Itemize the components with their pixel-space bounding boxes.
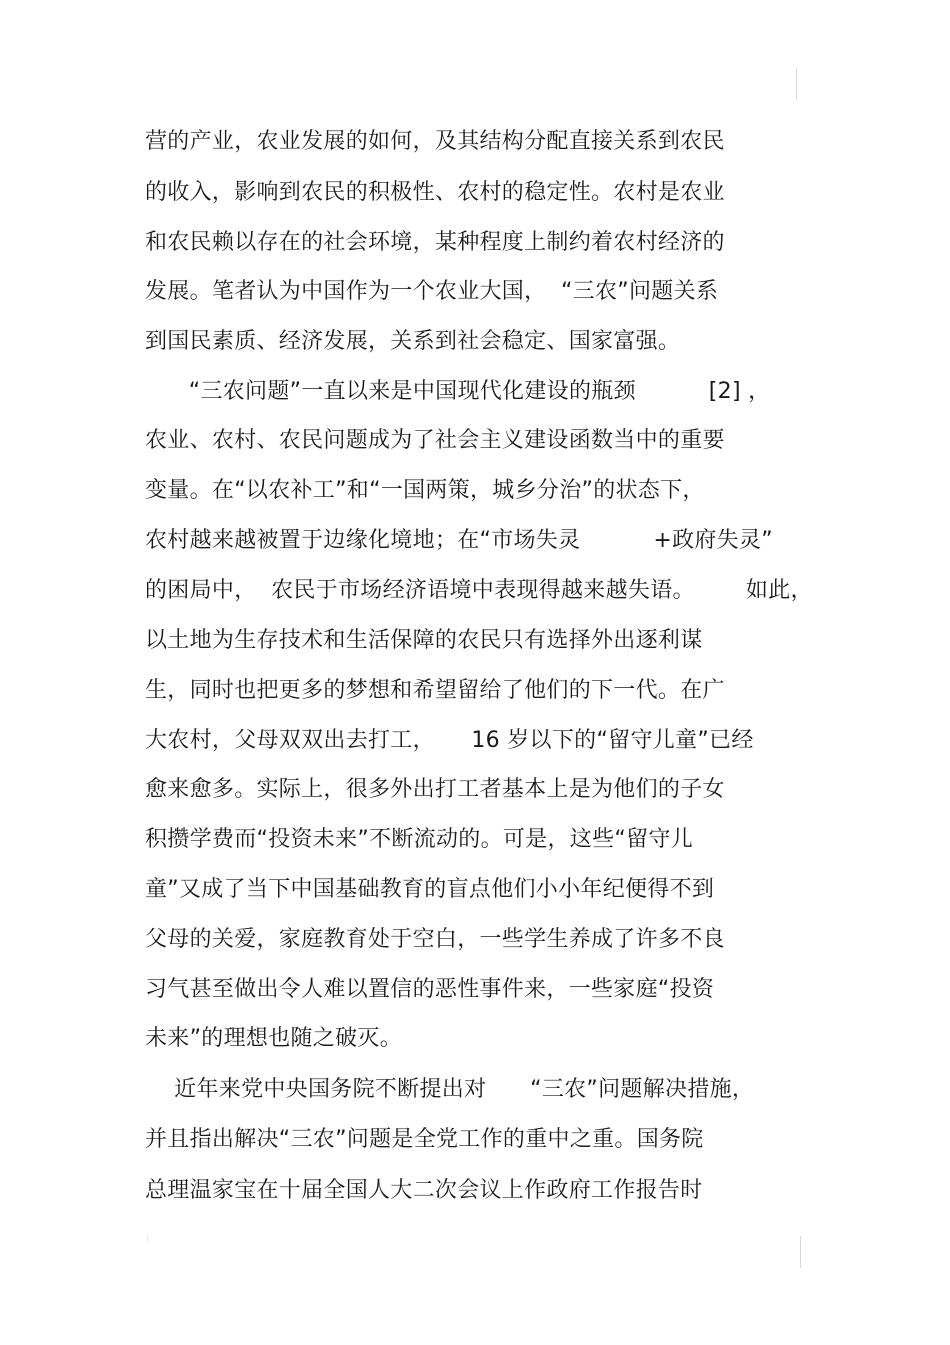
text-line: 习气甚至做出令人难以置信的恶性事件来，一些家庭“投资	[145, 977, 715, 1002]
text-line: 童”又成了当下中国基础教育的盲点他们小小年纪便得不到	[145, 877, 715, 902]
text-line: 农业、农村、农民问题成为了社会主义建设函数当中的重要	[145, 428, 725, 453]
text-line: 总理温家宝在十届全国人大二次会议上作政府工作报告时	[145, 1178, 703, 1203]
text-line: 生，同时也把更多的梦想和希望留给了他们的下一代。在广	[145, 678, 725, 703]
text-line: 并且指出解决“三农”问题是全党工作的重中之重。国务院	[145, 1127, 704, 1152]
text-line: 的收入，影响到农民的积极性、农村的稳定性。农村是农业	[145, 180, 725, 205]
page-edge-mark-bottom-left	[147, 1236, 148, 1242]
text-line: 大农村，父母双双出去打工， 16 岁以下的“留守儿童”已经	[145, 728, 754, 753]
text-line: 农村越来越被置于边缘化境地；在“市场失灵 +政府失灵”	[145, 528, 773, 553]
text-line: 愈来愈多。实际上，很多外出打工者基本上是为他们的子女	[145, 777, 725, 802]
text-line: 到国民素质、经济发展，关系到社会稳定、国家富强。	[145, 329, 681, 354]
text-line: “三农问题”一直以来是中国现代化建设的瓶颈 [2] ，	[145, 379, 771, 404]
text-line: 父母的关爱，家庭教育处于空白，一些学生养成了许多不良	[145, 927, 725, 952]
text-line: 和农民赖以存在的社会环境，某种程度上制约着农村经济的	[145, 230, 725, 255]
text-line: 营的产业，农业发展的如何，及其结构分配直接关系到农民	[145, 129, 725, 154]
text-line: 近年来党中央国务院不断提出对 “三农”问题解决措施，	[145, 1077, 755, 1102]
text-line: 的困局中， 农民于市场经济语境中表现得越来越失语。 如此，	[145, 578, 813, 603]
text-line: 未来”的理想也随之破灭。	[145, 1026, 402, 1051]
text-line: 积攒学费而“投资未来”不断流动的。可是，这些“留守儿	[145, 827, 693, 852]
text-line: 发展。笔者认为中国作为一个农业大国， “三农”问题关系	[145, 279, 719, 304]
text-line: 以土地为生存技术和生活保障的农民只有选择外出逐利谋	[145, 628, 703, 653]
text-line: 变量。在“以农补工”和“一国两策，城乡分治”的状态下，	[145, 478, 705, 503]
page-edge-mark-bottom	[800, 1236, 801, 1268]
page-edge-mark-top	[796, 68, 797, 100]
